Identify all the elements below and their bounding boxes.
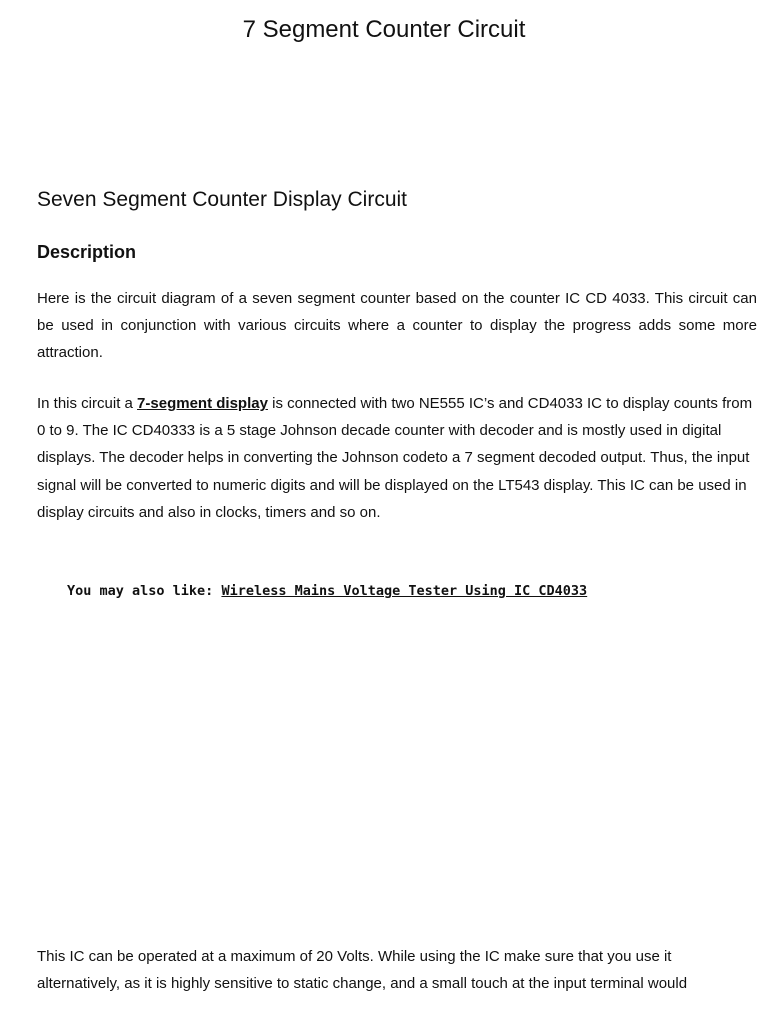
section-title: Seven Segment Counter Display Circuit bbox=[37, 188, 408, 211]
related-article-link[interactable]: Wireless Mains Voltage Tester Using IC CD4033 bbox=[221, 583, 588, 599]
related-article-label: You may also like: bbox=[67, 583, 222, 599]
details-text-after-link: is connected with two NE555 IC’s and CD4033 IC to display counts from 0 to 9. The IC CD40333 is a 5 stage Johnson decade counter with decoder and is mostly used in digital displays. The decoder helps in converting the Johnson codeto a 7 segment decoded output. Thus, the input signal will be converted to numeric digits and will be displayed on the LT543 display. This IC can be used in display circuits and also in clocks, timers and so on. bbox=[37, 395, 753, 521]
voltage-paragraph: This IC can be operated at a maximum of 20 Volts. While using the IC make sure that you use it alternatively, as it is highly sensitive to static change, and a small touch at the input terminal would bbox=[37, 948, 688, 993]
related-article bbox=[67, 580, 587, 602]
seven-segment-display-link[interactable]: 7-segment display bbox=[137, 395, 268, 412]
details-text-before-link: In this circuit a bbox=[37, 395, 138, 412]
description-heading: Description bbox=[37, 242, 137, 262]
intro-paragraph: Here is the circuit diagram of a seven segment counter based on the counter IC CD 4033. This circuit can be used in conjunction with various circuits where a counter to display the progress adds some more attraction. bbox=[37, 290, 757, 362]
page-title: 7 Segment Counter Circuit bbox=[242, 16, 526, 43]
details-paragraph bbox=[37, 390, 757, 526]
